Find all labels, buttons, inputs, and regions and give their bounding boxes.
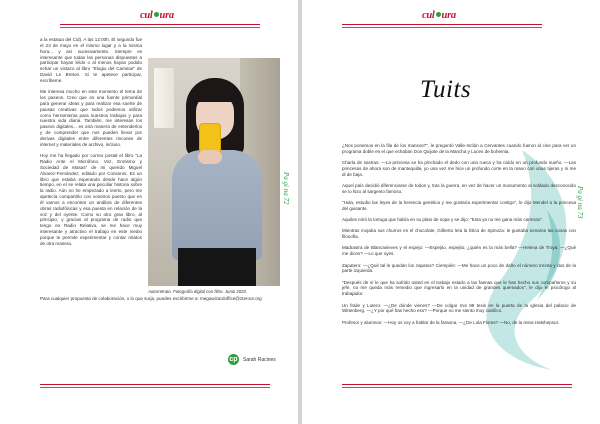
left-paragraph: a la estatua del Cid). A las 12:00h. El segundo fue el 23 de mayo en el mismo lugar y a la misma hora... y así sucesivamente. Siempre es interesante que todas las personas dispuestas a participar hayan leído o al menos hayan podido echar un vistazo al libro "Elogio del Caminar" de David Le Breton. Si te apetece participar, escríbeme. [40,37,142,83]
logo-mark-icon [436,12,441,17]
author-logo-icon: cp [229,356,238,363]
footer-rule-green [342,387,572,388]
logo-cultura: cul ura [422,10,456,21]
left-text-column [40,37,142,252]
logo-cultura: cul ura [140,10,174,21]
left-paragraph: Me interesa mucho en este momento el tema de los paseos. Creo que es una fuente primordial para generar ideas y para realizar esa suerte de pausas creativas que todos podemos utilizar como herramienta para nuestros trabajos y para nuestra vida diaria. También, me interesan los paseos digitales... es otra manera de entenderlos y de comprender que nos pueden llevar por derivas digitales entre diferentes rincones de internet y materiales de archivo, incluso. [40,89,142,147]
self-portrait-photo [148,58,280,286]
tuit-paragraph: Aquel país decidió diferenciarse de todos y, tras la guerra, en vez de hacer un monumento al soldado desconocido se lo hizo al sargento famoso. [342,183,576,194]
header-rule-green [342,27,542,28]
left-page [0,0,298,424]
logo-mark-icon [154,12,159,17]
page-number-label: Pa gi na 72 [282,172,290,205]
footer-rule-red [342,384,572,385]
tuit-paragraph: ¿Nos ponemos en la fila de los mansos?", le preguntó Valle-Inclán a Cervantes cuando fueron al cine para ver un programa doble en el que echaban Don Quijote de la Mancha y Luces de bohemia. [342,143,576,154]
page-number-label: Pa gi na 73 [576,186,584,219]
tuit-paragraph: Profesor y alumnos: —Hoy os voy a hablar de la faraona. —¿De Lola Flores? —No, de la reina Hatshepsut. [342,319,560,325]
tuits-column [342,143,576,331]
tuit-paragraph: Zapatero: —¿Qué tal le quedan los zapatos? Ciempiés: —Me hace un poco de daño el número treinta y dos de la parte izquierda. [342,262,576,274]
left-paragraph: Hoy me ha llegado por correo postal el libro "La Radio Ante el Micrófono. Voz, Erotismo y Sociedad de Masas" de mi querido Miguel Álvarez-Fernández, editado por Consonni. Es un libro que estaba esperando desde hace algún tiempo, en el se relata una peculiar historia sobre la radio. Aún no he empezado a leerlo, pero me apetecía compartirlo con vosotros puesto que en él vamos a encontrar un análisis de diferentes obras radiofónicas y esa puesta en relación de la voz y del oyente. Como su otro gran libro, al principio, y gracias al programa de radio que tengo en Radio Relativa, se me hace muy interesante y atractivo el trabajo en este medio porque te permite experimentar y contar relatos de otra manera. [40,153,142,246]
left-footer-text [40,296,272,307]
author-name: Sarah Racines [243,356,276,363]
tuit-paragraph: Charla de sastras: —La princesa se ha pinchado el dedo con una rueca y ha caído en un profundo sueño. —Las princesas de ahora son de mantequilla, yo una vez me hice un profundo corte en la mano con unas tijeras y ni me di de baja. [342,160,576,177]
author-signature [228,354,276,365]
header-rule-red [60,24,260,25]
left-paragraph: Para cualquier propuesta de colaboración, o lo que surja, puedes escribirme a: megawizardoffice@zteroot.org [40,296,262,301]
header-rule-green [60,27,260,28]
photo-caption: Autorretrato. Fotografía digital con filtro. Junio 2020. [148,289,248,294]
tuit-paragraph: Aquiles miró la tortuga que había en su plato de sopa y se dijo: "Esta ya no me gana más carreras". [342,217,543,223]
tuit-paragraph: "Después de sí le que ha sufrido usted en el trabajo estado a las faenas que le han hecho sus compañeros y su jefe, no me queda más remedio que ingresarlo en la unidad de grandes quemados", le dijo el psicólogo al trabajador. [342,279,576,297]
header-rule-red [342,24,542,25]
tuit-paragraph: Mientras mojaba sus churros en el chocolate, Gilberto leía la Ética de Spinoza: le gustaba tomarse las cosas con filosofía. [342,228,576,240]
page-title: Tuits [420,76,472,103]
tuit-paragraph: Madrastra de Blancanieves y el espejo: —Espejito, espejito, ¿quién es la más bella? —Helena de Troya. —¿Qué me dices? —Lo que oyes. [342,245,576,257]
tuit-paragraph: Un fraile y Lutero: —¿De dónde vienes? —De colgar mis 99 tesis en la puerta de la iglesia del palacio de Wittenberg. —¿Y por qué has hecho eso? —Porque no me siento muy católico. [342,302,576,314]
footer-rule-red [40,384,270,385]
tuit-paragraph: "Hola, estudio las leyes de la herencia genética y me gustaría experimentar contigo", le dijo Mendel a la princesa del guisante. [342,200,576,211]
right-page [302,0,600,424]
footer-rule-green [40,387,270,388]
